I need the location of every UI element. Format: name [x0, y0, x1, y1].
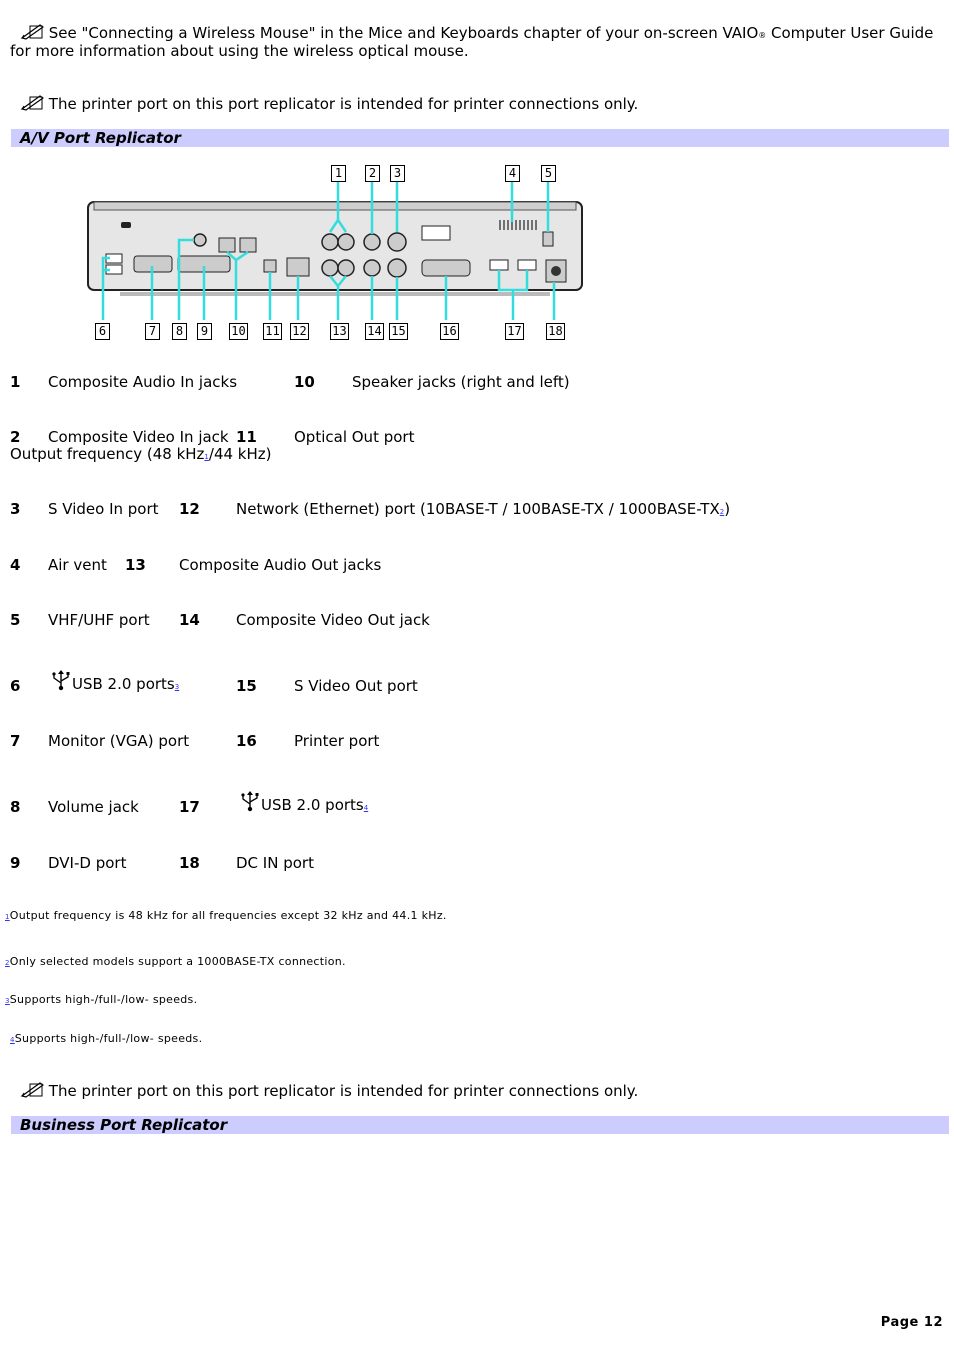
item-4-label: Air vent: [48, 556, 107, 574]
item-1: [10, 373, 20, 391]
footnote-link-2[interactable]: 2: [719, 508, 725, 516]
footnote-1: 1Output frequency is 48 kHz for all frequencies except 32 kHz and 44.1 kHz.: [5, 909, 447, 922]
callout-8: 8: [172, 323, 187, 340]
note-1: [20, 22, 933, 42]
item-7-number: 7: [10, 732, 21, 750]
item-9-number: 9: [10, 854, 21, 872]
note-pen-icon: [20, 1080, 44, 1098]
item-13-label: Composite Audio Out jacks: [179, 556, 382, 574]
callout-1: 1: [331, 165, 346, 182]
callout-12: 12: [290, 323, 309, 340]
usb-icon: [50, 669, 72, 691]
item-16-number: 16: [236, 732, 257, 750]
footnote-link-3[interactable]: 3: [174, 683, 180, 691]
page-number: Page 12: [880, 1315, 943, 1330]
registered-mark: ®: [758, 31, 767, 40]
item-16-label: Printer port: [294, 732, 380, 750]
callout-9: 9: [197, 323, 212, 340]
item-18-number: 18: [179, 854, 200, 872]
item-2-number: 2: [10, 428, 21, 446]
item-9-label: DVI-D port: [48, 854, 127, 872]
port-replicator-diagram: [80, 160, 590, 345]
callout-10: 10: [229, 323, 248, 340]
item-8-number: 8: [10, 798, 21, 816]
item-13-number: 13: [125, 556, 146, 574]
item-5-number: 5: [10, 611, 21, 629]
item-10-number: 10: [294, 373, 315, 391]
footnote-mark[interactable]: 3: [5, 997, 10, 1005]
callout-5: 5: [541, 165, 556, 182]
callout-18: 18: [546, 323, 565, 340]
item-17-number: 17: [179, 798, 200, 816]
callout-4: 4: [505, 165, 520, 182]
item-6-label: USB 2.0 ports3: [50, 669, 179, 693]
footnote-mark[interactable]: 1: [5, 913, 10, 921]
callout-7: 7: [145, 323, 160, 340]
note-2-text: The printer port on this port replicator is intended for printer connections only.: [48, 95, 639, 113]
callout-6: 6: [95, 323, 110, 340]
item-11-label: Optical Out port: [294, 428, 415, 446]
item-12-label: Network (Ethernet) port (10BASE-T / 100BASE-TX / 1000BASE-TX2): [236, 500, 731, 518]
item-2-label: Composite Video In jack: [48, 428, 229, 446]
item-15-number: 15: [236, 677, 257, 695]
callout-2: 2: [365, 165, 380, 182]
item-8-label: Volume jack: [48, 798, 139, 816]
callout-13: 13: [330, 323, 349, 340]
note-1-text-end: Computer User Guide: [766, 24, 934, 42]
callout-16: 16: [440, 323, 459, 340]
item-11-extra: Output frequency (48 kHz1/44 kHz): [10, 445, 272, 463]
item-5-label: VHF/UHF port: [48, 611, 150, 629]
footnote-4: 4Supports high-/full-/low- speeds.: [10, 1032, 203, 1045]
callout-14: 14: [365, 323, 384, 340]
footnote-link-1[interactable]: 1: [204, 453, 209, 461]
item-17-label: USB 2.0 ports4: [239, 790, 368, 814]
item-14-label: Composite Video Out jack: [236, 611, 430, 629]
item-3-label: S Video In port: [48, 500, 159, 518]
footnote-3: 3Supports high-/full-/low- speeds.: [5, 993, 198, 1006]
note-2: [20, 93, 638, 113]
section-title-av: A/V Port Replicator: [20, 129, 181, 147]
item-3-number: 3: [10, 500, 21, 518]
item-7-label: Monitor (VGA) port: [48, 732, 190, 750]
section-title-business: Business Port Replicator: [20, 1116, 228, 1134]
item-4-number: 4: [10, 556, 21, 574]
note-pen-icon: [20, 22, 44, 40]
footnote-mark[interactable]: 4: [10, 1036, 15, 1044]
note-3: [20, 1080, 638, 1100]
footnote-2: 2Only selected models support a 1000BASE-TX connection.: [5, 955, 346, 968]
usb-icon: [239, 790, 261, 812]
section-header-av: [11, 129, 949, 147]
item-14-number: 14: [179, 611, 200, 629]
item-6-number: 6: [10, 677, 21, 695]
note-pen-icon: [20, 93, 44, 111]
note-1-text: See "Connecting a Wireless Mouse" in the Mice and Keyboards chapter of your on-screen VAIO: [48, 24, 759, 42]
item-1-label: Composite Audio In jacks: [48, 373, 238, 391]
footnote-mark[interactable]: 2: [5, 959, 10, 967]
note-1-line-2: for more information about using the wireless optical mouse.: [10, 42, 469, 60]
item-12-number: 12: [179, 500, 200, 518]
item-15-label: S Video Out port: [294, 677, 418, 695]
callout-3: 3: [390, 165, 405, 182]
footnote-link-4[interactable]: 4: [363, 804, 369, 812]
item-10-label: Speaker jacks (right and left): [352, 373, 570, 391]
callout-17: 17: [505, 323, 524, 340]
item-11-number: 11: [236, 428, 257, 446]
section-header-business: [11, 1116, 949, 1134]
callout-11: 11: [263, 323, 282, 340]
item-18-label: DC IN port: [236, 854, 314, 872]
item-number: 1: [10, 373, 21, 391]
note-3-text: The printer port on this port replicator is intended for printer connections only.: [48, 1082, 639, 1100]
callout-15: 15: [389, 323, 408, 340]
